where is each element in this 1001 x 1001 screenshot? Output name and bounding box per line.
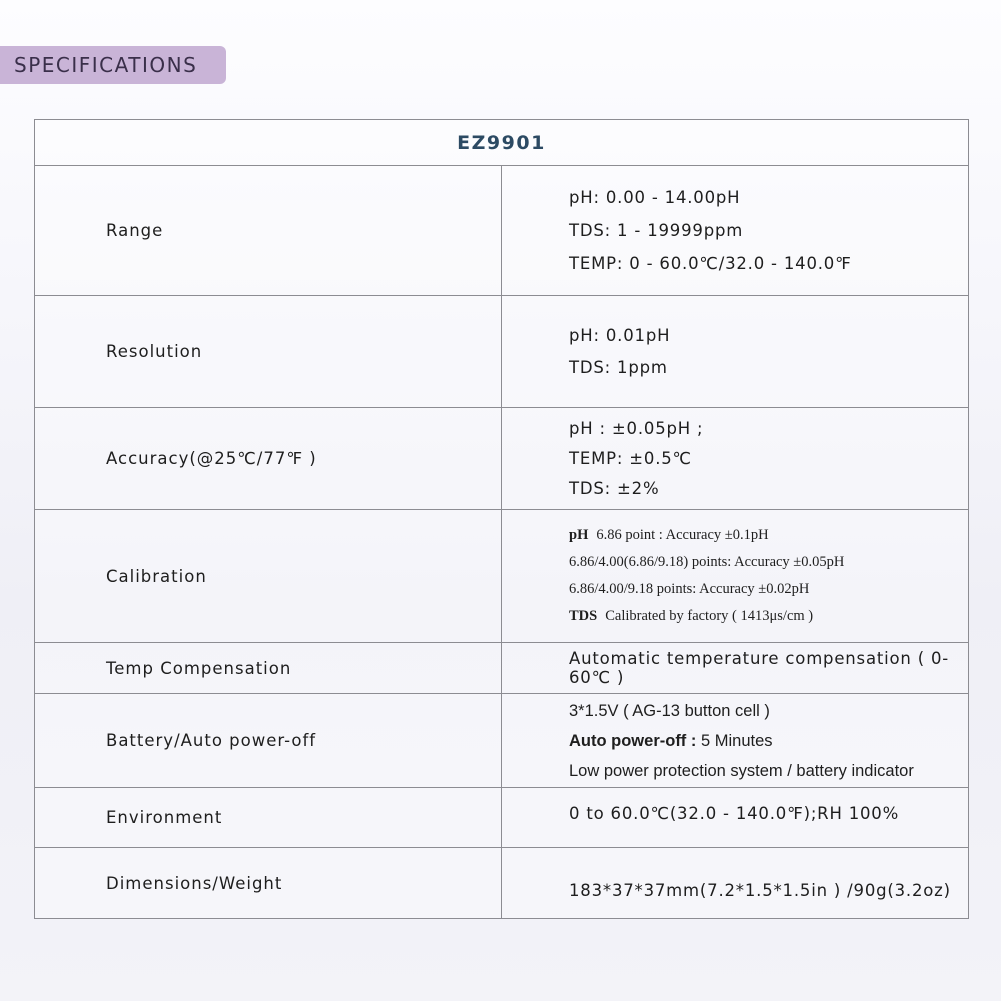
range-tds: TDS: 1 - 19999ppm	[569, 221, 744, 240]
range-label: Range	[35, 166, 502, 296]
calibration-ph-text: 6.86 point : Accuracy ±0.1pH	[596, 527, 769, 543]
resolution-value	[502, 296, 969, 408]
accuracy-tds: TDS: ±2%	[569, 478, 660, 498]
table-row-environment	[35, 788, 969, 848]
specifications-table	[34, 119, 969, 919]
accuracy-label: Accuracy(@25℃/77℉ )	[35, 408, 502, 510]
table-header-row	[35, 120, 969, 166]
dimensions-label: Dimensions/Weight	[35, 848, 502, 919]
calibration-line-3: 6.86/4.00/9.18 points: Accuracy ±0.02pH	[569, 581, 810, 597]
battery-label: Battery/Auto power-off	[35, 694, 502, 788]
environment-value: 0 to 60.0℃(32.0 - 140.0℉);RH 100%	[502, 788, 969, 848]
calibration-line-1	[569, 522, 968, 549]
calibration-line-4	[569, 603, 968, 630]
environment-label: Environment	[35, 788, 502, 848]
range-value	[502, 166, 969, 296]
range-ph: pH: 0.00 - 14.00pH	[569, 188, 741, 207]
accuracy-ph: pH : ±0.05pH ;	[569, 418, 704, 438]
resolution-tds: TDS: 1ppm	[569, 357, 668, 377]
dimensions-value: 183*37*37mm(7.2*1.5*1.5in ) /90g(3.2oz)	[502, 848, 969, 919]
banner-title: SPECIFICATIONS	[14, 53, 198, 77]
battery-cell: 3*1.5V ( AG-13 button cell )	[569, 701, 770, 720]
auto-off-label: Auto power-off :	[569, 731, 697, 750]
temp-compensation-label: Temp Compensation	[35, 643, 502, 694]
range-temp: TEMP: 0 - 60.0℃/32.0 - 140.0℉	[569, 254, 852, 273]
table-row-temp-compensation	[35, 643, 969, 694]
calibration-label: Calibration	[35, 510, 502, 643]
accuracy-value	[502, 408, 969, 510]
calibration-tds-tag: TDS	[569, 608, 598, 624]
table-row-battery	[35, 694, 969, 788]
model-name: EZ9901	[35, 120, 969, 166]
table-row-accuracy	[35, 408, 969, 510]
resolution-label: Resolution	[35, 296, 502, 408]
battery-protection: Low power protection system / battery indicator	[569, 761, 914, 780]
temp-compensation-value: Automatic temperature compensation ( 0-60℃ )	[502, 643, 969, 694]
calibration-line-2: 6.86/4.00(6.86/9.18) points: Accuracy ±0.05pH	[569, 554, 845, 570]
battery-auto-off	[569, 726, 968, 756]
calibration-ph-tag: pH	[569, 527, 589, 543]
table-row-resolution	[35, 296, 969, 408]
specifications-banner	[0, 46, 226, 84]
calibration-tds-text: Calibrated by factory ( 1413μs/cm )	[605, 608, 814, 624]
resolution-ph: pH: 0.01pH	[569, 325, 671, 345]
battery-value	[502, 694, 969, 788]
table-row-dimensions	[35, 848, 969, 919]
auto-off-value: 5 Minutes	[696, 731, 773, 750]
accuracy-temp: TEMP: ±0.5℃	[569, 448, 692, 468]
table-row-range	[35, 166, 969, 296]
calibration-value	[502, 510, 969, 643]
table-row-calibration	[35, 510, 969, 643]
